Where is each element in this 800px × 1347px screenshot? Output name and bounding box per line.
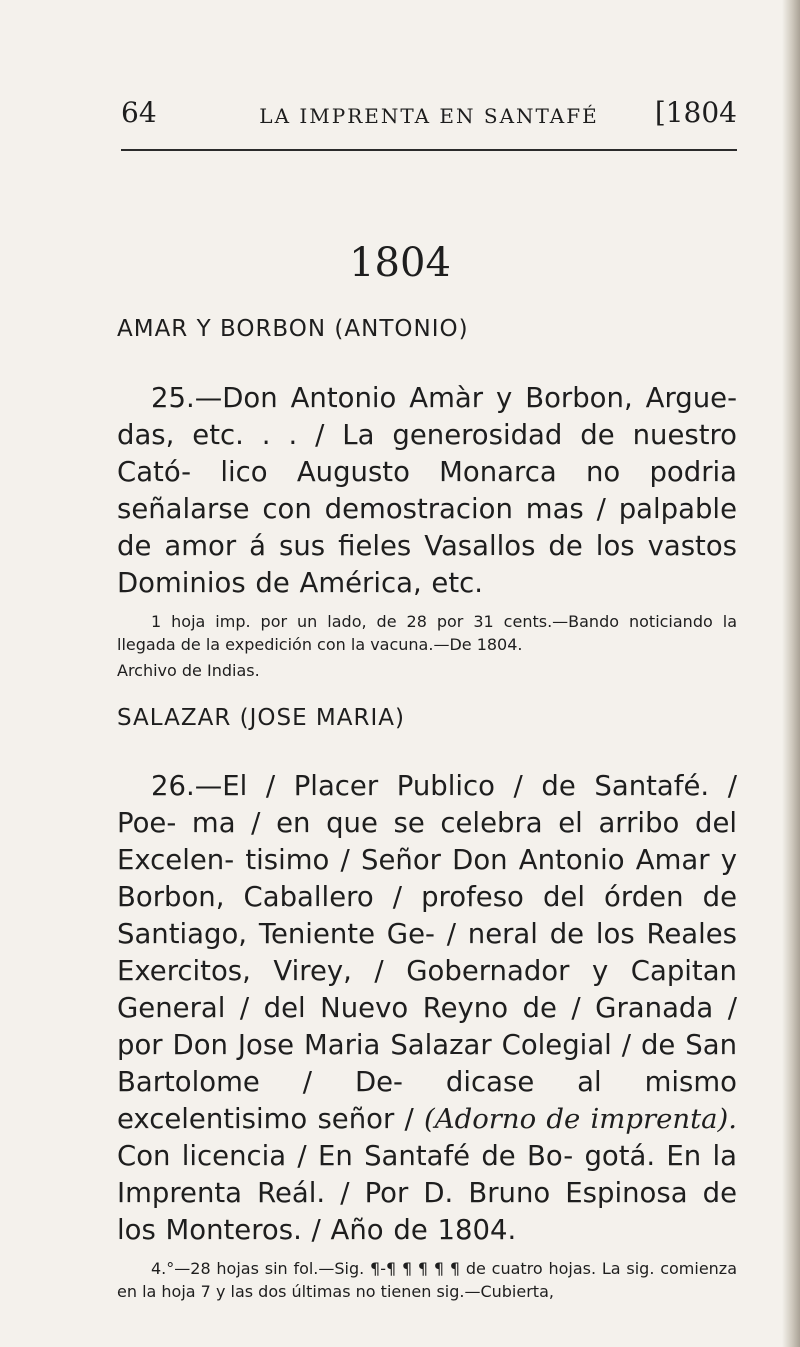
entry-author: AMAR Y BORBON (ANTONIO) bbox=[117, 316, 469, 342]
entry-note: 4.°—28 hojas sin fol.—Sig. ¶-¶ ¶ ¶ ¶ ¶ de cuatro hojas. La sig. comienza en la hoja 7 y las dos últimas no tienen sig.—Cubierta, bbox=[117, 1259, 737, 1301]
entry-archive: Archivo de Indias. bbox=[117, 661, 260, 680]
bibliographic-entry bbox=[117, 768, 737, 1303]
entry-title-text: 26.—El / Placer Publico / de Santafé. / Poe- ma / en que se celebra el arribo del Excelen- tisimo / Señor Don Antonio Amar y Borbon, Caballero / profeso del órden de Santiago, Teniente Ge- / neral de los Reales Exercitos, Virey, / Gobernador y Capitan General / del Nuevo Reyno de / Granada / por Don Jose Maria Salazar Colegial / de San Bartolome / De- dicase al mismo excelentisimo señor / bbox=[117, 770, 737, 1135]
section-year: 1804 bbox=[349, 240, 451, 286]
page-edge-shadow bbox=[782, 0, 800, 1347]
entry-author: SALAZAR (JOSE MARIA) bbox=[117, 705, 405, 731]
page-number: 64 bbox=[121, 96, 157, 129]
entry-note: 1 hoja imp. por un lado, de 28 por 31 cents.—Bando noticiando la llegada de la expedición con la vacuna.—De 1804. bbox=[117, 612, 737, 654]
bibliographic-entry bbox=[117, 380, 737, 682]
running-title: LA IMPRENTA EN SANTAFÉ bbox=[259, 104, 599, 128]
entry-title-end: Con licencia / En Santafé de Bo- gotá. En la Imprenta Reál. / Por D. Bruno Espinosa de los Monteros. / Año de 1804. bbox=[117, 1140, 737, 1246]
entry-title-italic: (Adorno de imprenta). bbox=[424, 1103, 738, 1135]
page-header bbox=[121, 96, 737, 146]
entry-title bbox=[117, 768, 737, 1249]
header-year: [1804 bbox=[654, 96, 737, 129]
header-rule bbox=[121, 149, 737, 151]
entry-title: 25.—Don Antonio Amàr y Borbon, Argue- das, etc. . . / La generosidad de nuestro Cató- lico Augusto Monarca no podria señalarse con demostracion mas / palpable de amor á sus fieles Vasallos de los vastos Dominios de América, etc. bbox=[117, 382, 737, 599]
